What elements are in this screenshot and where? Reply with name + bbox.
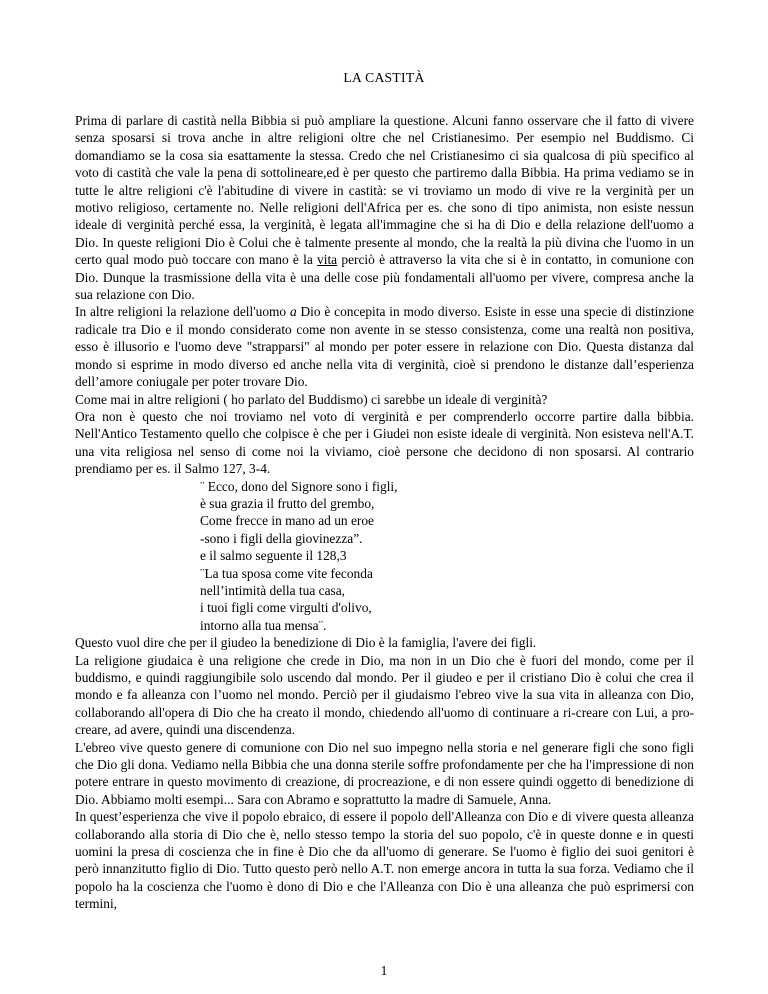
document-body xyxy=(75,112,694,913)
verse-line: Come frecce in mano ad un eroe xyxy=(200,513,374,529)
paragraph: Questo vuol dire che per il giudeo la benedizione di Dio è la famiglia, l'avere dei figli. xyxy=(75,635,537,651)
verse-line: è sua grazia il frutto del grembo, xyxy=(200,495,375,511)
verse-line: i tuoi figli come virgulti d'olivo, xyxy=(200,600,372,616)
verse-line: -sono i figli della giovinezza”. xyxy=(200,530,363,546)
psalm-quote xyxy=(75,478,694,635)
page-number: 1 xyxy=(380,963,388,978)
verse-line: ¨La tua sposa come vite feconda xyxy=(200,565,373,581)
paragraph: L'ebreo vive questo genere di comunione con Dio nel suo impegno nella storia e nel generare figli che sono figli che Dio gli dona. Vediamo nella Bibbia che una donna sterile soffre profondamente per che ha l'impressione di non potere entrare in questo movimento di creazione, di procreazione, e di non essere quindi oggetto di benedizione di Dio. Abbiamo molti esempi... Sara con Abramo e soprattutto la madre di Samuele, Anna. xyxy=(75,739,694,807)
paragraph: Come mai in altre religioni ( ho parlato del Buddismo) ci sarebbe un ideale di verginità? xyxy=(75,391,548,407)
verse-line: e il salmo seguente il 128,3 xyxy=(200,548,347,564)
paragraph: La religione giudaica è una religione che crede in Dio, ma non in un Dio che è fuori del mondo, come per il buddismo, e quindi raggiungibile solo uscendo dal mondo. Per il giudeo e per il cristiano Dio è colui che crea il mondo e fa alleanza con l’uomo nel mondo. Perciò per il giudaismo l'ebreo vive la sua vita in alleanza con Dio, collaborando all'opera di Dio che ha creato il mondo, chiedendo all'uomo di continuare a ri-creare con Lui, a pro-creare, ad avere, quindi una discendenza. xyxy=(75,652,694,738)
paragraph: Ora non è questo che noi troviamo nel voto di verginità e per comprenderlo occorre partire dalla bibbia. Nell'Antico Testamento quello che colpisce è che per i Giudei non esiste ideale di verginità. Non esisteva nell'A.T. una vita religiosa nel senso di come noi la viviamo, cioè persone che decidono di non sposarsi. Al contrario prendiamo per es. il Salmo 127, 3-4. xyxy=(75,408,694,477)
verse-line: nell’intimità della tua casa, xyxy=(200,582,346,598)
underlined-word: vita xyxy=(317,252,338,268)
italic-word: a xyxy=(289,304,297,320)
document-title: LA CASTITÀ xyxy=(343,70,425,85)
paragraph: In quest’esperienza che vive il popolo ebraico, di essere il popolo dell'Alleanza con Dio e di vivere questa alleanza collaborando alla storia di Dio che è, nello stesso tempo la storia del suo popolo, c'è in queste donne e in questi uomini la presa di coscienza che in fine è Dio che da all'uomo di generare. Se l'uomo è figlio dei suoi genitori è però innanzitutto figlio di Dio. Tutto questo però nello A.T. non emerge ancora in tutta la sua forza. Vediamo che il popolo ha la coscienza che l'uomo è dono di Dio e che l'Alleanza con Dio è una alleanza che può esprimersi con termini, xyxy=(75,809,694,912)
paragraph: In altre religioni la relazione dell'uomo a Dio è concepita in modo diverso. Esiste in esse una specie di distinzione radicale tra Dio e il mondo considerato come non avente in se stesso consistenza, come una realtà non positiva, esso è illusorio e l'uomo deve "strapparsi" al mondo per poter essere in relazione con Dio. Questa distanza dal mondo si esprime in modo diverso ed anche nella vita di verginità, cioè si prendono le distanze dall’esperienza dell’amore coniugale per poter trovare Dio. xyxy=(75,304,694,390)
verse-line: intorno alla tua mensa¨. xyxy=(200,617,327,633)
verse-line: ¨ Ecco, dono del Signore sono i figli, xyxy=(200,478,398,494)
paragraph: Prima di parlare di castità nella Bibbia si può ampliare la questione. Alcuni fanno osservare che il fatto di vivere senza sposarsi si trova anche in altre religioni oltre che nel Cristianesimo. Per esempio nel Buddismo. Ci domandiamo se la cosa sia esattamente la stessa. Credo che nel Cristianesimo ci sia qualcosa di più specifico al voto di castità che vale la pena di sottolineare,ed è per questo che partiremo dalla Bibbia. Ha prima vediamo se in tutte le altre religioni c'è l'abitudine di vivere in castità: se vi troviamo un modo di vive re la verginità per un motivo religioso, certamente no. Nelle religioni dell'Africa per es. che sono di tipo animista, non esiste nessun ideale di verginità perché essa, la verginità, è legata all'immagine che si ha di Dio e della relazione dell'uomo a Dio. In queste religioni Dio è Colui che è talmente presente al mondo, che la realtà la più divina che l'uomo in un certo qual modo può toccare con mano è la vita perciò è attraverso la vita che si è in contatto, in comunione con Dio. Dunque la trasmissione della vita è una delle cose più fondamentali all'uomo per vivere, compresa anche la sua relazione con Dio. xyxy=(75,113,694,303)
